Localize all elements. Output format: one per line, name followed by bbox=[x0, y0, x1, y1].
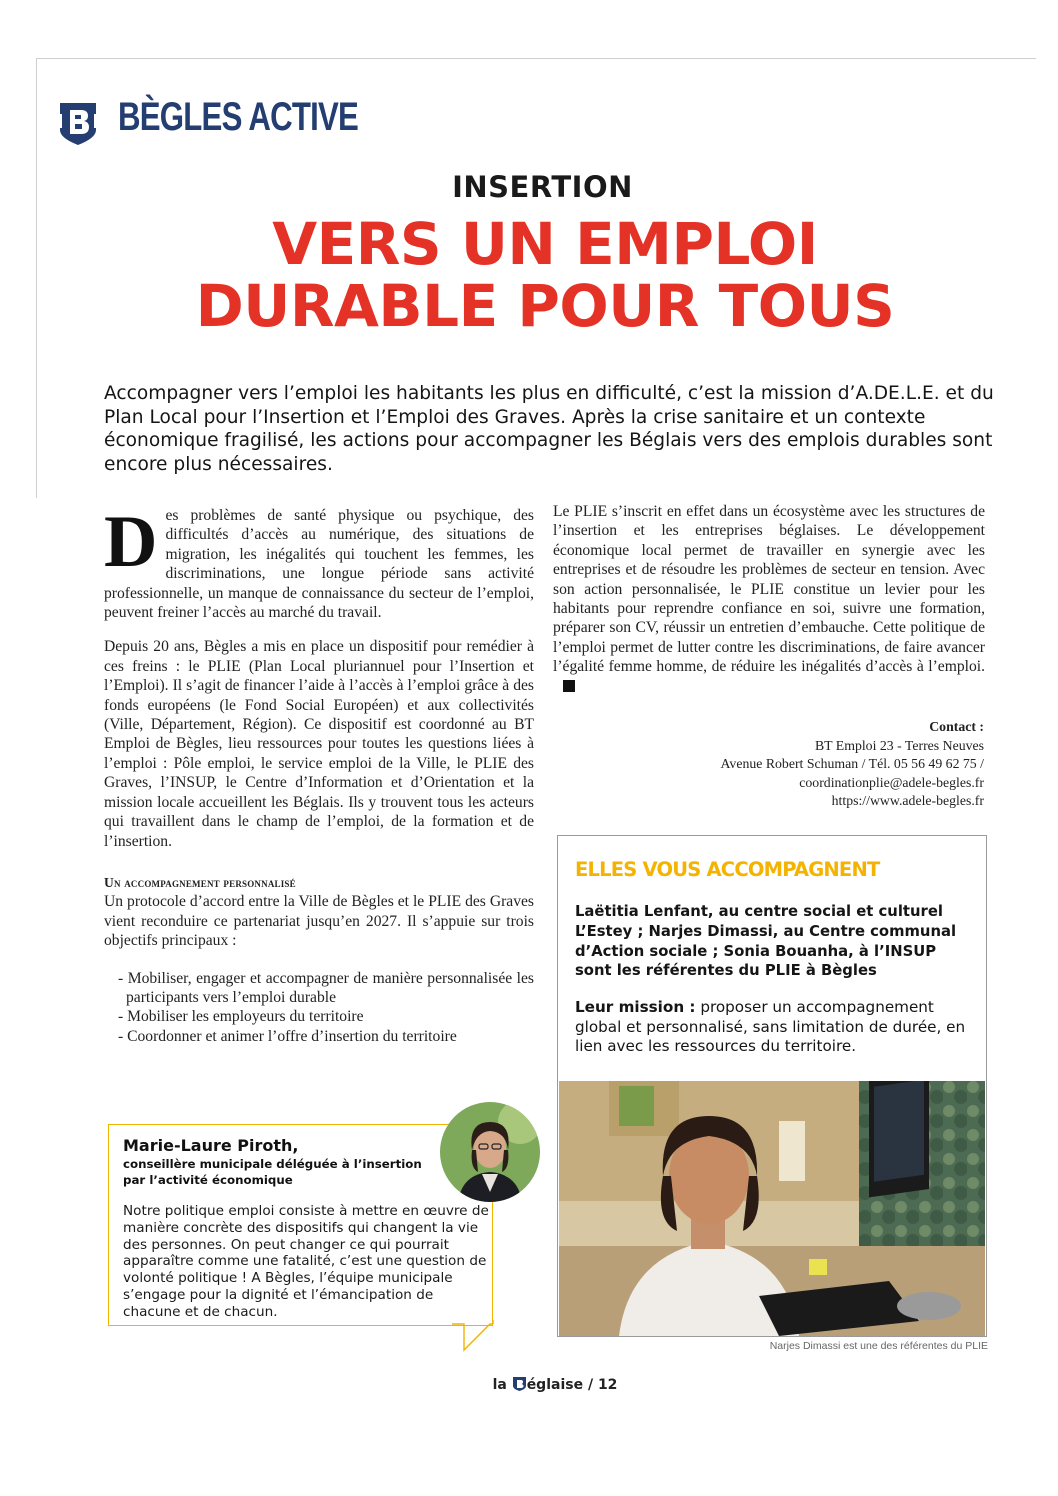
mission-label: Leur mission : bbox=[575, 998, 696, 1016]
list-item: - Coordonner et animer l’offre d’insertion du territoire bbox=[118, 1027, 457, 1045]
paragraph-4-text: Le PLIE s’inscrit en effet dans un écosystème avec les structures de l’insertion et les entreprises béglaises. Le développement économique local permet de travailler en synergie avec les entreprises et de résoudre les problèmes de secteur en tension. Avec son action personnalisée, le PLIE constitue un levier pour les habitants pour reprendre confiance en soi, suivre une formation, préparer son CV, réussir un entretien d’embauche. Cette politique de l’emploi permet de lutter contre les discriminations, de faire avancer l’égalité femme homme, de réduire les inégalités d’accès à l’emploi. bbox=[553, 503, 985, 676]
contact-email[interactable]: coordinationplie@adele-begles.fr bbox=[799, 774, 984, 790]
headline-line-2: DURABLE POUR TOUS bbox=[195, 272, 895, 340]
objectives-list bbox=[118, 969, 534, 1047]
author-portrait bbox=[440, 1102, 540, 1202]
contact-block bbox=[660, 718, 984, 811]
article-headline bbox=[0, 210, 1058, 340]
page-footer bbox=[0, 1377, 1058, 1393]
dropcap: D bbox=[104, 501, 158, 583]
article-chapo: Accompagner vers l’emploi les habitants les plus en difficulté, c’est la mission d’A.DE.L.E. et du Plan Local pour l’Insertion et l’Emploi des Graves. Après la crise sanitaire et un contexte économique fragilisé, les actions pour accompagner les Béglais vers des emplois durables sont encore plus nécessaires. bbox=[104, 383, 994, 475]
contact-website[interactable]: https://www.adele-begles.fr bbox=[831, 793, 984, 809]
section-title: BÈGLES ACTIVE bbox=[118, 95, 359, 139]
page-frame-top bbox=[36, 58, 1036, 59]
referent-photo bbox=[559, 1081, 985, 1336]
magazine-prefix: la bbox=[492, 1377, 512, 1393]
article-column-left bbox=[104, 501, 534, 1046]
paragraph-1-text: es problèmes de santé physique ou psychique, des difficultés d’accès au numérique, des situations de migration, les inégalités qui touchent les femmes, les discriminations, une longue période sans activité professionnelle, un manque de connaissance du secteur de l’emploi, peuvent freiner l’accès au marché du travail. bbox=[104, 507, 534, 622]
contact-label: Contact : bbox=[929, 719, 984, 734]
sidebox-mission bbox=[575, 998, 970, 1057]
page-number: / 12 bbox=[583, 1377, 618, 1393]
headline-line-1: VERS UN EMPLOI bbox=[272, 210, 818, 278]
paragraph-2: Depuis 20 ans, Bègles a mis en place un dispositif pour remédier à ces freins : le PLIE (Plan Local pluriannuel pour l’Insertion et l’Emploi). Il s’agit de financer l’aide à l’accès à l’emploi grâce à des fonds européens (le Fond Social Européen) et aux collectivités (Ville, Département, Région). Ce dispositif est coordonné au BT Emploi de Bègles, lieu ressources pour toutes les questions liées à l’emploi : Pôle emploi, le service emploi de la Ville, le PLIE des Graves, l’INSUP, le Centre d’Information et d’Orientation et la mission locale accueillent les Béglais. Ils y trouvent tous les acteurs qui travaillent dans le champ de l’emploi, de la formation et de l’insertion. bbox=[104, 638, 534, 850]
begles-b-icon bbox=[513, 1377, 526, 1391]
quote-text: Notre politique emploi consiste à mettre en œuvre de manière concrète des dispositifs qui changent la vie des personnes. On peut changer ce qui pourrait apparaître comme une fatalité, c’est une question de volonté politique ! A Bègles, l’équipe municipale s’engage pour la dignité et l’émancipation de chacune et de chacun. bbox=[123, 1203, 489, 1320]
contact-phone: Avenue Robert Schuman / Tél. 05 56 49 62 75 / bbox=[720, 756, 984, 772]
article-kicker: INSERTION bbox=[452, 170, 633, 204]
quote-author-role: conseillère municipale déléguée à l’insertion par l’activité économique bbox=[123, 1157, 422, 1187]
paragraph-1 bbox=[104, 501, 534, 622]
contact-address: BT Emploi 23 - Terres Neuves bbox=[814, 737, 984, 753]
mission-text: proposer un accompagnement global et personnalisé, sans limitation de durée, en lien avec les ressources du territoire. bbox=[575, 998, 966, 1056]
begles-logo-icon bbox=[56, 100, 100, 146]
end-mark-icon bbox=[563, 680, 575, 692]
magazine-name: églaise bbox=[526, 1377, 584, 1393]
quote-author-name: Marie-Laure Piroth, bbox=[123, 1136, 299, 1155]
list-item: - Mobiliser, engager et accompagner de manière personnalisée les participants vers l’emploi durable bbox=[118, 969, 534, 1006]
subheading: Un accompagnement personnalisé bbox=[104, 874, 296, 890]
list-item: - Mobiliser les employeurs du territoire bbox=[118, 1008, 364, 1026]
sidebox-title: ELLES VOUS ACCOMPAGNENT bbox=[575, 858, 880, 881]
photo-caption: Narjes Dimassi est une des référentes du PLIE bbox=[769, 1340, 988, 1352]
article-column-right bbox=[553, 502, 985, 711]
speech-bubble-tail-icon bbox=[452, 1320, 512, 1352]
sidebox-names: Laëtitia Lenfant, au centre social et culturel L’Estey ; Narjes Dimassi, au Centre communal d’Action sociale ; Sonia Bouanha, à l’INSUP sont les référentes du PLIE à Bègles bbox=[575, 903, 957, 980]
paragraph-4 bbox=[553, 502, 985, 696]
paragraph-3: Un protocole d’accord entre la Ville de Bègles et le PLIE des Graves vient reconduire ce partenariat jusqu’en 2027. Il s’appuie sur trois objectifs principaux : bbox=[104, 893, 534, 950]
